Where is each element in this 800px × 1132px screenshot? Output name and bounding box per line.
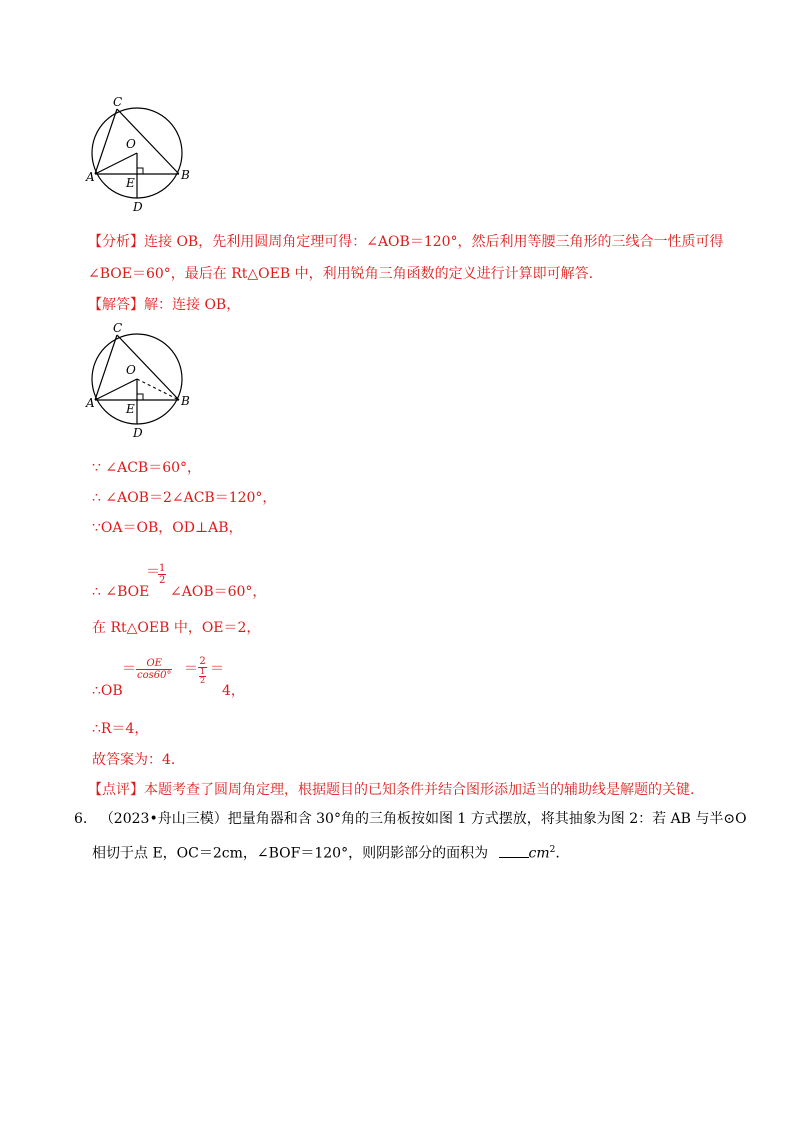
label-b: B: [181, 168, 190, 182]
solution-step-1: ∵ ∠ACB＝60°，: [92, 460, 202, 476]
label-c: C: [113, 321, 123, 335]
comment-line: [88, 781, 694, 799]
circle-figure-2: [85, 318, 195, 443]
step6-eq2: ＝: [184, 661, 198, 677]
step6-value: 4，: [222, 683, 245, 699]
step6-frac2-den: [198, 668, 207, 685]
analysis-tag: 【分析】: [88, 234, 144, 250]
question-6-text-1: （2023•舟山三模）把量角器和含 30°角的三角板按如图 1 方式摆放，将其抽象为图 2：若 AB 与半⊙O: [99, 811, 747, 827]
comment-tag: 【点评】: [88, 782, 144, 798]
solution-step-2: ∴ ∠AOB＝2∠ACB＝120°，: [92, 490, 277, 506]
step6-prefix: ∴OB: [92, 683, 123, 699]
step4-fraction: [158, 563, 166, 586]
analysis-line-2: [88, 265, 593, 283]
step6-frac2-num: 2: [199, 656, 206, 667]
label-e: E: [126, 402, 135, 416]
label-a: A: [86, 170, 95, 184]
comment-text: 本题考查了圆周角定理，根据题目的已知条件并结合图形添加适当的辅助线是解题的关键.: [144, 782, 695, 798]
label-d: D: [133, 200, 143, 214]
analysis-text-2: ∠BOE＝60°，最后在 Rt△OEB 中，利用锐角三角函数的定义进行计算即可解答.: [88, 266, 594, 282]
step6-eq3: ＝: [210, 661, 224, 677]
solution-tag: 【解答】: [88, 297, 144, 313]
answer-blank[interactable]: [499, 845, 529, 858]
step6-eq1: ＝: [122, 661, 136, 677]
question-6-line-1: [74, 810, 747, 828]
label-o: O: [126, 363, 136, 377]
step6-frac2-den-num: 1: [200, 667, 206, 676]
analysis-line-1: [88, 233, 724, 251]
step6-frac1-den: cos60°: [137, 670, 172, 681]
solution-step-5: 在 Rt△OEB 中，OE＝2，: [92, 620, 261, 636]
step4-equals: ＝: [146, 564, 160, 580]
solution-answer: 故答案为：4.: [92, 752, 176, 768]
circle-figure-1: [85, 92, 195, 217]
label-a: A: [86, 396, 95, 410]
step4-frac-num: 1: [159, 563, 166, 574]
question-6-text-2: 相切于点 E，OC＝2cm，∠BOF＝120°，则阴影部分的面积为: [92, 845, 489, 862]
label-d: D: [133, 426, 143, 440]
question-6-end: .: [555, 845, 560, 862]
step6-frac1-num: OE: [136, 658, 172, 670]
solution-step-3: ∵OA＝OB，OD⊥AB，: [92, 520, 243, 536]
solution-intro: 解：连接 OB，: [144, 297, 241, 313]
label-o: O: [126, 137, 136, 151]
label-b: B: [181, 394, 190, 408]
solution-intro-line: [88, 296, 240, 314]
step6-frac2-den-den: 2: [200, 676, 206, 685]
label-c: C: [113, 95, 123, 109]
analysis-text-1: 连接 OB，先利用圆周角定理可得：∠AOB＝120°，然后利用等腰三角形的三线合一性质可得: [144, 234, 724, 250]
right-angle-mark: [137, 168, 143, 174]
solution-step-7: ∴R＝4，: [92, 721, 149, 737]
step6-fraction-2: [198, 656, 207, 685]
label-e: E: [126, 176, 135, 190]
right-angle-mark: [137, 394, 143, 400]
step4-frac-den: 2: [159, 575, 166, 586]
question-6-unit: cm: [528, 845, 550, 862]
step4-prefix: ∴ ∠BOE: [92, 584, 150, 600]
question-6-line-2: [92, 841, 560, 863]
step4-suffix: ∠AOB＝60°，: [170, 584, 267, 600]
question-6-number: 6.: [74, 811, 88, 827]
step6-fraction-1: [136, 658, 172, 681]
question-6-unit-sup: 2: [549, 845, 556, 855]
